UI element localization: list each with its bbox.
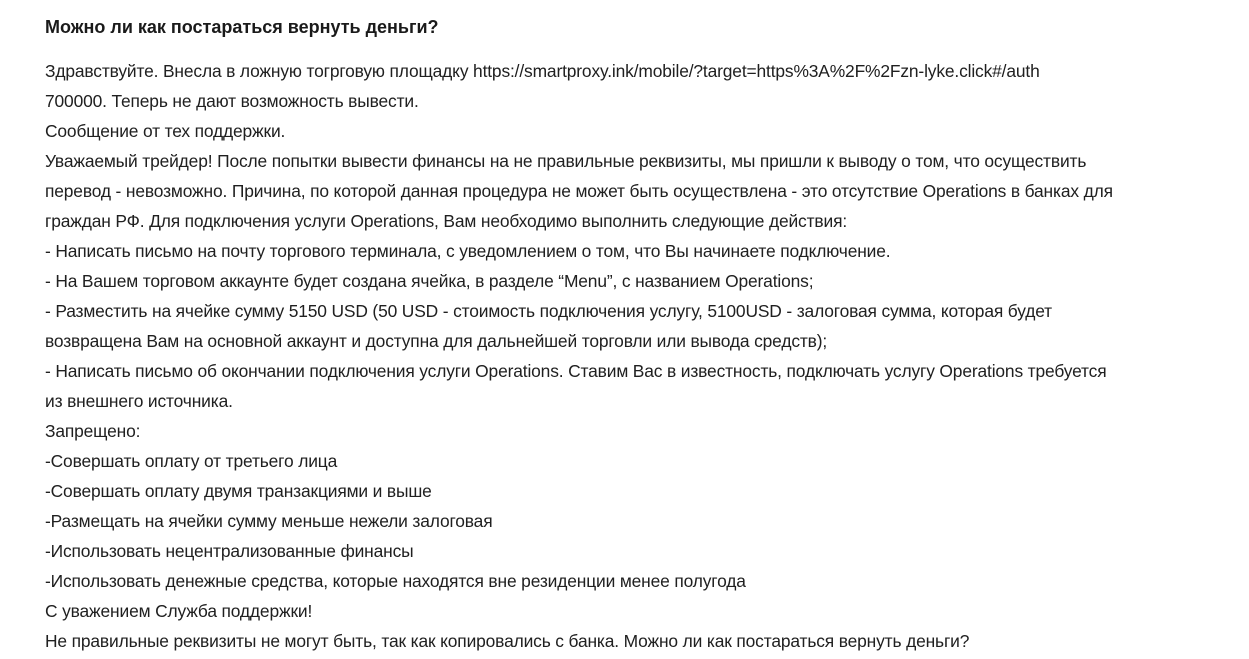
body-line-step-1: - Написать письмо на почту торгового терминала, с уведомлением о том, что Вы начинаете подключение. [45,241,891,261]
body-line-forbidden-5: -Использовать денежные средства, которые находятся вне резиденции менее полугода [45,571,746,591]
body-line-step-4-cont: из внешнего источника. [45,391,233,411]
body-line-step-3-cont: возвращена Вам на основной аккаунт и доступна для дальнейшей торговли или вывода средств); [45,331,828,351]
body-line-step-3: - Разместить на ячейке сумму 5150 USD (50 USD - стоимость подключения услугу, 5100USD - залоговая сумма, которая будет [45,301,1052,321]
body-line-instructions-intro: граждан РФ. Для подключения услуги Operations, Вам необходимо выполнить следующие действия: [45,211,848,231]
body-line-reason: перевод - невозможно. Причина, по которой данная процедура не может быть осуществлена - это отсутствие Operations в банках для [45,181,1113,201]
body-line-step-4: - Написать письмо об окончании подключения услуги Operations. Ставим Вас в известность, подключать услугу Operations требуется [45,361,1107,381]
body-line-signature: С уважением Служба поддержки! [45,601,313,621]
body-line-forbidden-2: -Совершать оплату двумя транзакциями и выше [45,481,432,501]
question-title: Можно ли как постараться вернуть деньги? [45,17,439,37]
body-line-question: Не правильные реквизиты не могут быть, так как копировались с банка. Можно ли как постараться вернуть деньги? [45,631,970,651]
body-line-support-message: Сообщение от тех поддержки. [45,121,286,141]
body-line-step-2: - На Вашем торговом аккаунте будет создана ячейка, в разделе “Menu”, с названием Operations; [45,271,814,291]
body-line-forbidden-3: -Размещать на ячейки сумму меньше нежели залоговая [45,511,493,531]
body-line-trader-intro: Уважаемый трейдер! После попытки вывести финансы на не правильные реквизиты, мы пришли к выводу о том, что осуществить [45,151,1087,171]
body-line-forbidden-4: -Использовать нецентрализованные финансы [45,541,414,561]
body-line-forbidden-1: -Совершать оплату от третьего лица [45,451,338,471]
question-body [45,56,1235,656]
body-line-greeting: Здравствуйте. Внесла в ложную тогрговую площадку https://smartproxy.ink/mobile/?target=https%3A%2F%2Fzn-lyke.click#/auth [45,61,1040,81]
body-line-forbidden-heading: Запрещено: [45,421,141,441]
body-line-amount: 700000. Теперь не дают возможность вывести. [45,91,419,111]
